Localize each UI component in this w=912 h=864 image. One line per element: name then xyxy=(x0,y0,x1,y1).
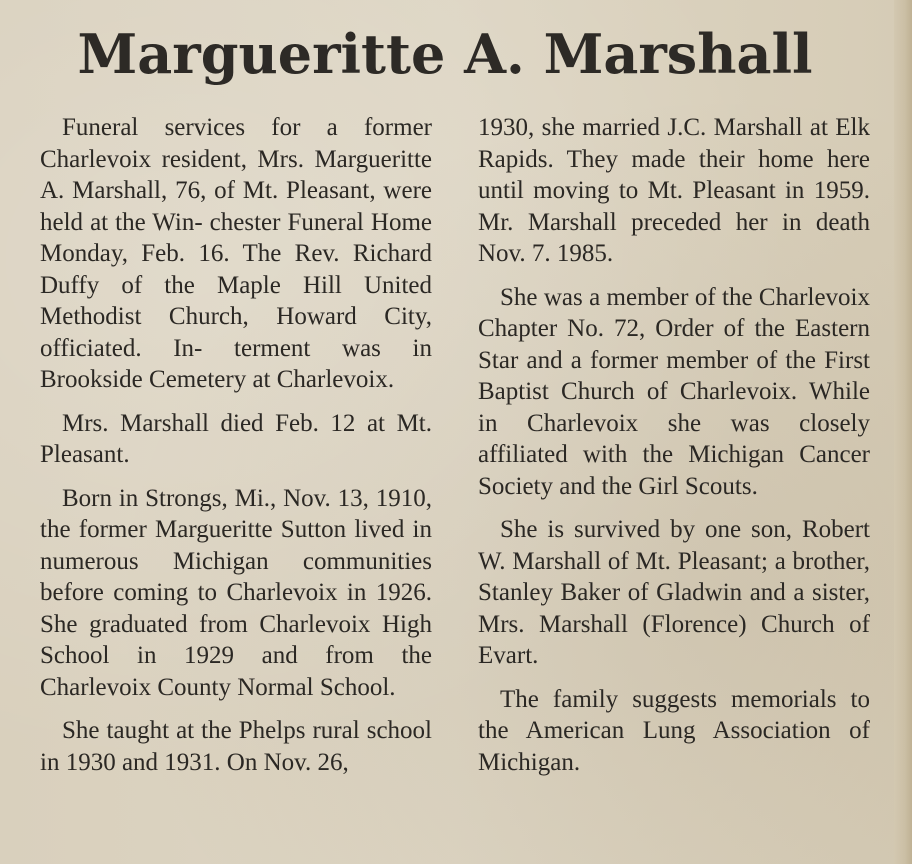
left-column xyxy=(40,112,432,790)
paragraph-memberships: She was a member of the Charlevoix Chapter No. 72, Order of the Eastern Star and a former member of the First Baptist Church of Charlevoix. While in Charlevoix she was closely affiliated with the Michigan Cancer Society and the Girl Scouts. xyxy=(478,283,870,500)
right-column xyxy=(478,112,870,790)
paragraph-early-life: Born in Strongs, Mi., Nov. 13, 1910, the former Margueritte Sutton lived in numerous Michigan communities before coming to Charlevoix in 1926. She graduated from Charlevoix High School in 1929 and from the Charlevoix County Normal School. xyxy=(40,484,432,701)
headline: Margueritte A. Marshall xyxy=(77,22,813,86)
paragraph-date-of-death: Mrs. Marshall died Feb. 12 at Mt. Pleasant. xyxy=(40,409,432,468)
paper-edge xyxy=(894,0,912,864)
paragraph-marriage: 1930, she married J.C. Marshall at Elk Rapids. They made their home here until moving to Mt. Pleasant in 1959. Mr. Marshall preceded her in death Nov. 7. 1985. xyxy=(478,114,870,267)
paragraph-funeral-services: Funeral services for a former Charlevoix resident, Mrs. Margueritte A. Marshall, 76, of Mt. Pleasant, were held at the Win- chester Funeral Home Monday, Feb. 16. The Rev. Richard Duffy of the Maple Hill United Methodist Church, Howard City, officiated. In- terment was in Brookside Cemetery at Charlevoix. xyxy=(40,114,432,393)
paragraph-memorials: The family suggests memorials to the American Lung Association of Michigan. xyxy=(478,685,870,776)
paragraph-teaching: She taught at the Phelps rural school in 1930 and 1931. On Nov. 26, xyxy=(40,717,432,776)
paragraph-survivors: She is survived by one son, Robert W. Marshall of Mt. Pleasant; a brother, Stanley Baker of Gladwin and a sister, Mrs. Marshall (Florence) Church of Evart. xyxy=(478,516,870,669)
